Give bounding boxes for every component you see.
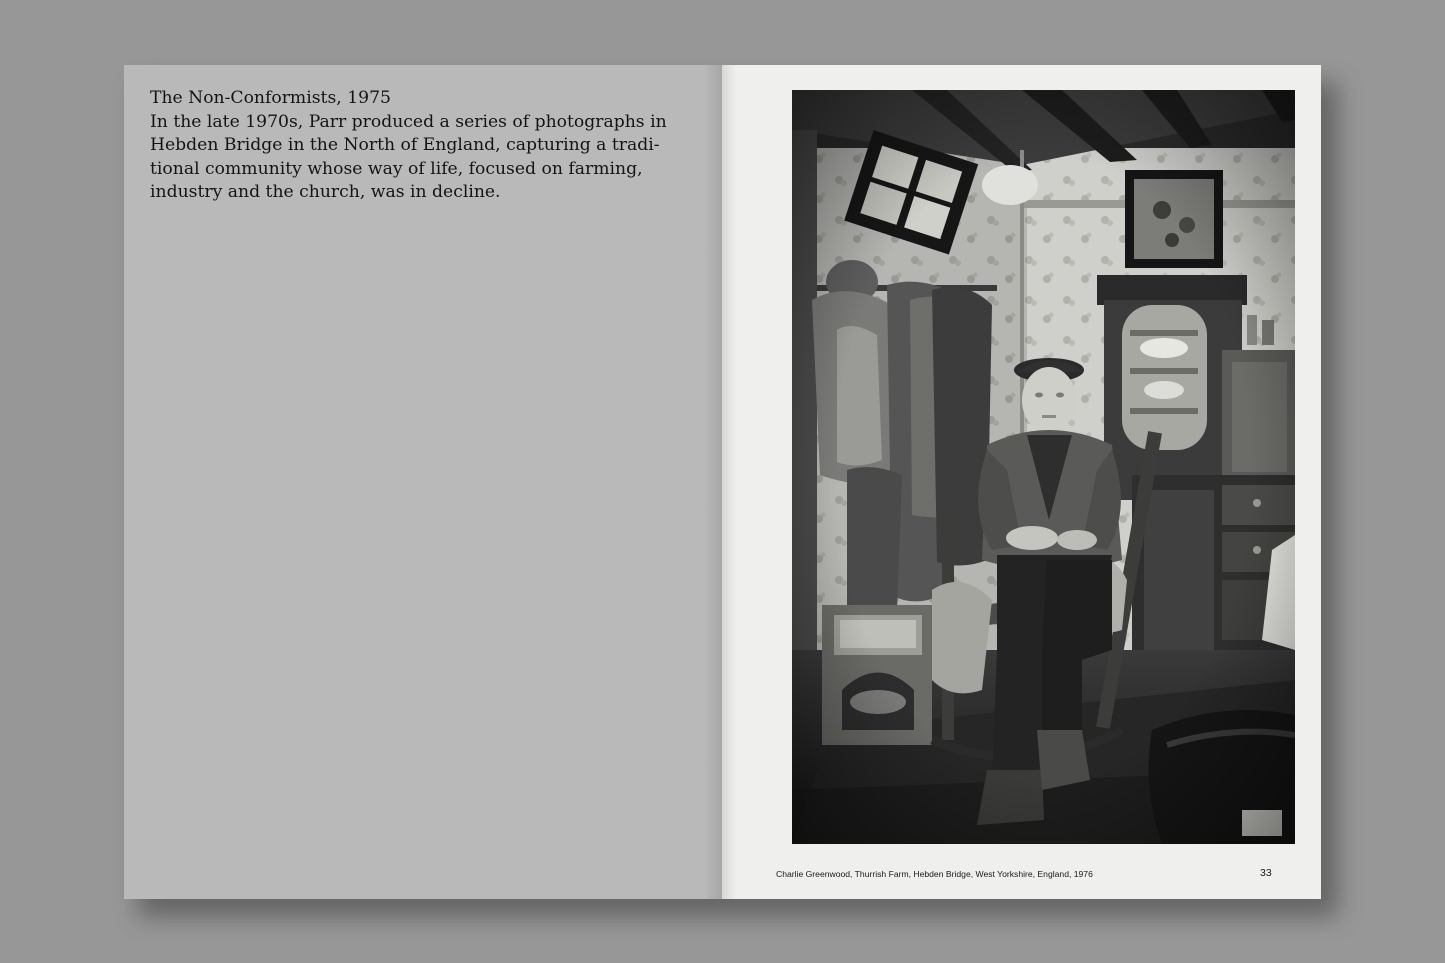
- photo-caption: Charlie Greenwood, Thurrish Farm, Hebden Bridge, West Yorkshire, England, 1976: [776, 869, 1093, 879]
- page-number: 33: [1260, 867, 1272, 879]
- essay-title: The Non-Conformists, 1975: [150, 88, 391, 108]
- gutter-shade-right: [722, 65, 736, 899]
- essay-line: industry and the church, was in decline.: [150, 182, 501, 202]
- essay-line: Hebden Bridge in the North of England, capturing a tradi-: [150, 135, 660, 155]
- essay-line: tional community whose way of life, focused on farming,: [150, 158, 643, 179]
- book-spread: [124, 65, 1321, 899]
- gutter-shade-left: [704, 65, 722, 899]
- essay-text: [150, 87, 667, 205]
- right-page: [722, 65, 1321, 899]
- essay-line: In the late 1970s, Parr produced a series of photographs in: [150, 111, 667, 132]
- black-and-white-photograph: [792, 90, 1295, 844]
- photograph-illustration: [792, 90, 1295, 844]
- left-page: [124, 65, 722, 899]
